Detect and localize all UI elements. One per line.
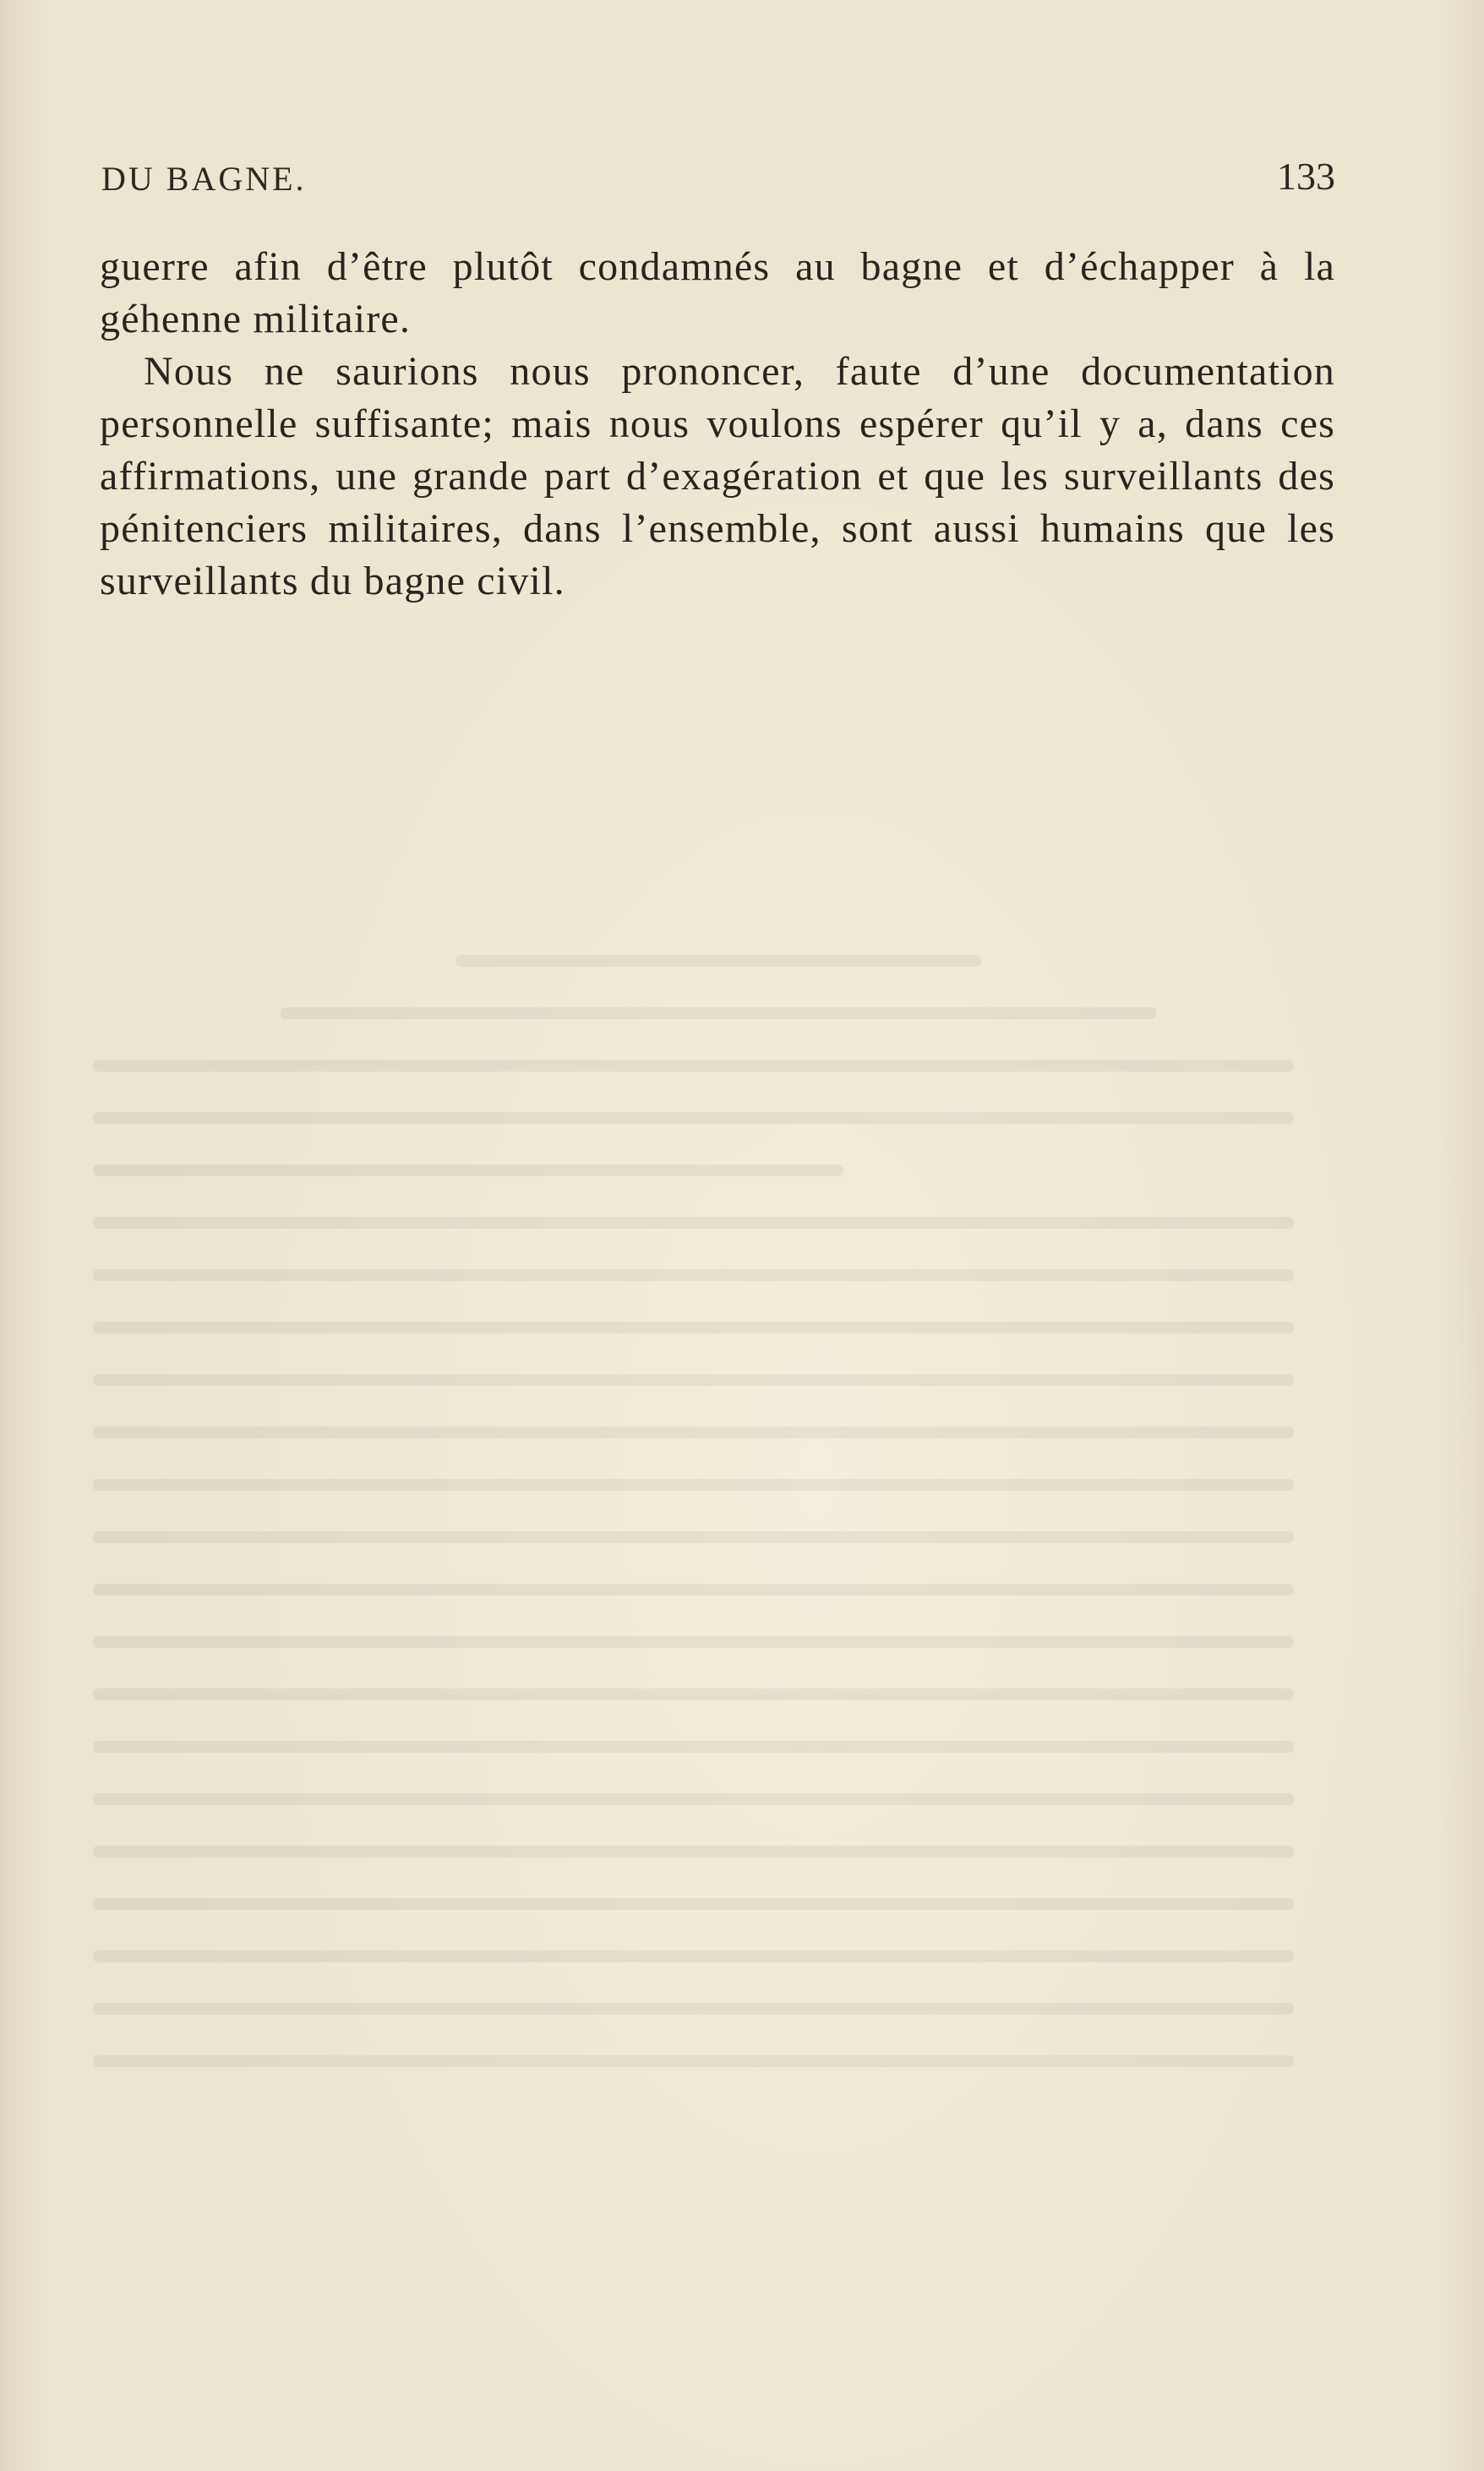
page-number: 133 <box>1277 155 1335 198</box>
running-head: DU BAGNE. <box>101 160 307 198</box>
paragraph-continuation: guerre afin d’être plutôt condamnés au bagne et d’échapper à la géhenne militaire. <box>100 244 1335 341</box>
body-text <box>100 241 1335 608</box>
paragraph: Nous ne saurions nous prononcer, faute d’une documentation personnelle suffisante; mais nous voulons espérer qu’il y a, dans ces affirmations, une grande part d’exagération et que les surveillants des pénitenciers militaires, dans l’ensemble, sont aussi humains que les surveillants du bagne civil. <box>100 349 1335 603</box>
